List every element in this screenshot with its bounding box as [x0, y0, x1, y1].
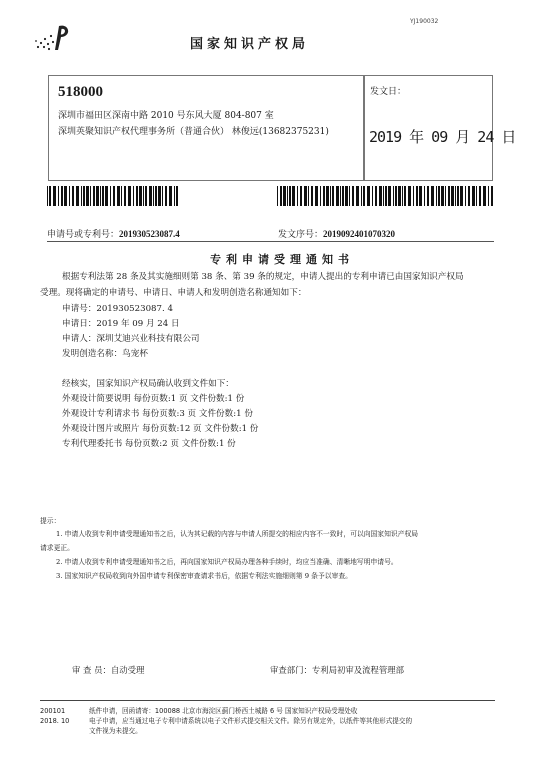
- barcode-bar: [436, 186, 437, 206]
- field-application-date: 申请日：2019 年 09 月 24 日: [62, 319, 180, 329]
- barcode-bar: [300, 186, 302, 206]
- barcode-bar: [483, 186, 486, 206]
- serial-number-label: 发文序号：: [278, 230, 324, 240]
- barcode-bar: [361, 186, 362, 206]
- barcode-bar: [311, 186, 313, 206]
- application-barcode: [47, 186, 181, 206]
- notice-item-2: 2. 申请人收到专利申请受理通知书之后，再向国家知识产权局办理各种手续时，均应当准确、清晰地写明申请号。: [56, 558, 398, 566]
- barcode-bar: [472, 186, 475, 206]
- barcode-bar: [90, 186, 91, 206]
- examining-department: 审查部门：专利局初审及流程管理部: [270, 665, 404, 675]
- field-application-number: 申请号：201930523087. 4: [62, 304, 173, 314]
- barcode-bar: [117, 186, 120, 206]
- barcode-bar: [356, 186, 359, 206]
- barcode-bar: [153, 186, 154, 206]
- field-applicant: 申请人：深圳艾迪兴业科技有限公司: [62, 334, 200, 344]
- barcode-bar: [372, 186, 373, 206]
- document-item: 外观设计图片或照片 每份页数:12 页 文件份数:1 份: [62, 424, 259, 434]
- documents-intro: 经核实，国家知识产权局确认收到文件如下：: [62, 379, 234, 389]
- document-item: 外观设计简要说明 每份页数:1 页 文件份数:1 份: [62, 394, 245, 404]
- barcode-bar: [133, 186, 134, 206]
- document-title: 专利申请受理通知书: [210, 253, 354, 266]
- barcode-bar: [451, 186, 454, 206]
- serial-barcode: [277, 186, 494, 206]
- notice-item-3: 3. 国家知识产权局收到向外国申请专利保密审查请求书后，依据专利法实施细则第 9 条予以审查。: [56, 572, 352, 580]
- barcode-bar: [280, 186, 282, 206]
- application-number-row: [47, 227, 180, 240]
- intro-line-1: 根据专利法第 28 条及其实施细则第 38 条、第 39 条的规定，申请人提出的专利申请已由国家知识产权局: [62, 272, 464, 282]
- barcode-bar: [308, 186, 309, 206]
- barcode-bar: [76, 186, 79, 206]
- barcode-bar: [287, 186, 288, 206]
- barcode-bar: [69, 186, 70, 206]
- barcode-bar: [165, 186, 167, 206]
- barcode-bar: [49, 186, 51, 206]
- barcode-bar: [53, 186, 56, 206]
- barcode-bar: [413, 186, 414, 206]
- barcode-bar: [128, 186, 131, 206]
- barcode-bar: [283, 186, 286, 206]
- barcode-bar: [332, 186, 334, 206]
- barcode-bar: [155, 186, 157, 206]
- recipient-agency: 深圳英聚知识产权代理事务所（普通合伙） 林俊远(13682375231): [58, 127, 329, 137]
- barcode-bar: [86, 186, 89, 206]
- barcode-bar: [375, 186, 377, 206]
- barcode-bar: [340, 186, 341, 206]
- barcode-bar: [72, 186, 74, 206]
- barcode-bar: [457, 186, 459, 206]
- barcode-bar: [416, 186, 418, 206]
- barcode-bar: [398, 186, 401, 206]
- barcode-bar: [121, 186, 122, 206]
- barcode-bar: [320, 186, 321, 206]
- notice-item-1: 1. 申请人收到专利申请受理通知书之后，认为其记载的内容与申请人所提交的相应内容不一致时，可以向国家知识产权局: [56, 530, 419, 538]
- barcode-bar: [342, 186, 344, 206]
- barcode-bar: [438, 186, 440, 206]
- barcode-bar: [402, 186, 403, 206]
- document-item: 专利代理委托书 每份页数:2 页 文件份数:1 份: [62, 439, 236, 449]
- barcode-bar: [158, 186, 161, 206]
- barcode-bar: [100, 186, 101, 206]
- barcode-bar: [488, 186, 489, 206]
- footer-divider: [40, 700, 495, 701]
- barcode-bar: [143, 186, 144, 206]
- form-version: 2018. 10: [40, 717, 70, 725]
- barcode-bar: [289, 186, 291, 206]
- barcode-bar: [83, 186, 85, 206]
- notice-label: 提示：: [40, 517, 61, 525]
- barcode-bar: [162, 186, 163, 206]
- barcode-bar: [431, 186, 434, 206]
- barcode-bar: [110, 186, 111, 206]
- barcode-bar: [367, 186, 370, 206]
- barcode-bar: [315, 186, 318, 206]
- electronic-filing-note-cont: 文件视为未提交。: [89, 727, 142, 735]
- field-invention-name: 发明创造名称：鸟宠杯: [62, 349, 148, 359]
- barcode-bar: [169, 186, 172, 206]
- barcode-bar: [476, 186, 477, 206]
- barcode-bar: [345, 186, 348, 206]
- barcode-bar: [349, 186, 350, 206]
- issue-date: 2019 年 09 月 24 日: [369, 128, 516, 146]
- barcode-bar: [81, 186, 82, 206]
- barcode-bar: [277, 186, 278, 206]
- barcode-bar: [441, 186, 444, 206]
- barcode-bar: [379, 186, 382, 206]
- barcode-bar: [419, 186, 422, 206]
- barcode-bar: [102, 186, 104, 206]
- barcode-bar: [61, 186, 63, 206]
- barcode-bar: [304, 186, 307, 206]
- barcode-bar: [491, 186, 493, 206]
- barcode-bar: [448, 186, 450, 206]
- barcode-bar: [460, 186, 463, 206]
- barcode-bar: [149, 186, 152, 206]
- document-code: YJ190032: [410, 18, 439, 25]
- barcode-bar: [445, 186, 446, 206]
- barcode-bar: [124, 186, 126, 206]
- barcode-bar: [427, 186, 429, 206]
- barcode-bar: [388, 186, 391, 206]
- barcode-bar: [330, 186, 331, 206]
- form-code: 200101: [40, 707, 66, 715]
- barcode-bar: [408, 186, 411, 206]
- postal-code: 518000: [58, 84, 103, 100]
- barcode-bar: [174, 186, 175, 206]
- barcode-bar: [58, 186, 59, 206]
- barcode-bar: [93, 186, 95, 206]
- barcode-bar: [383, 186, 384, 206]
- barcode-bar: [113, 186, 115, 206]
- barcode-bar: [336, 186, 339, 206]
- barcode-bar: [139, 186, 142, 206]
- barcode-bar: [323, 186, 325, 206]
- barcode-bar: [424, 186, 425, 206]
- barcode-bar: [363, 186, 365, 206]
- barcode-bar: [468, 186, 470, 206]
- divider: [47, 241, 494, 242]
- barcode-bar: [393, 186, 394, 206]
- date-label: 发文日：: [370, 87, 407, 97]
- barcode-bar: [404, 186, 406, 206]
- barcode-bar: [465, 186, 466, 206]
- barcode-bar: [479, 186, 481, 206]
- barcode-bar: [352, 186, 354, 206]
- notice-item-1-cont: 请求更正。: [40, 544, 74, 552]
- electronic-filing-note: 电子申请，应当通过电子专利申请系统以电子文件形式提交相关文件。除另有规定外，以纸件等其他形式提交的: [89, 717, 413, 725]
- barcode-bar: [136, 186, 138, 206]
- barcode-bar: [455, 186, 456, 206]
- barcode-bar: [47, 186, 48, 206]
- office-name: 国家知识产权局: [190, 37, 310, 52]
- barcode-bar: [326, 186, 329, 206]
- cnipa-logo-icon: [33, 24, 73, 52]
- serial-number-row: [278, 227, 395, 240]
- document-item: 外观设计专利请求书 每份页数:3 页 文件份数:1 份: [62, 409, 253, 419]
- barcode-bar: [395, 186, 397, 206]
- barcode-bar: [385, 186, 387, 206]
- barcode-bar: [64, 186, 67, 206]
- recipient-address: 深圳市福田区深南中路 2010 号东风大厦 804-807 室: [58, 111, 274, 121]
- barcode-bar: [292, 186, 295, 206]
- application-number-label: 申请号或专利号：: [47, 230, 120, 240]
- paper-filing-note: 纸件申请，回函请寄：100088 北京市海淀区蓟门桥西土城路 6 号 国家知识产权局受理处收: [89, 707, 358, 715]
- examiner: 审 查 员：自动受理: [72, 665, 145, 675]
- barcode-bar: [297, 186, 298, 206]
- serial-number: 2019092401070320: [323, 229, 396, 239]
- intro-line-2: 受理。现将确定的申请号、申请日、申请人和发明创造名称通知如下：: [40, 288, 307, 298]
- application-number: 201930523087.4: [119, 229, 180, 239]
- barcode-bar: [96, 186, 99, 206]
- barcode-bar: [105, 186, 108, 206]
- barcode-bar: [176, 186, 178, 206]
- barcode-bar: [145, 186, 147, 206]
